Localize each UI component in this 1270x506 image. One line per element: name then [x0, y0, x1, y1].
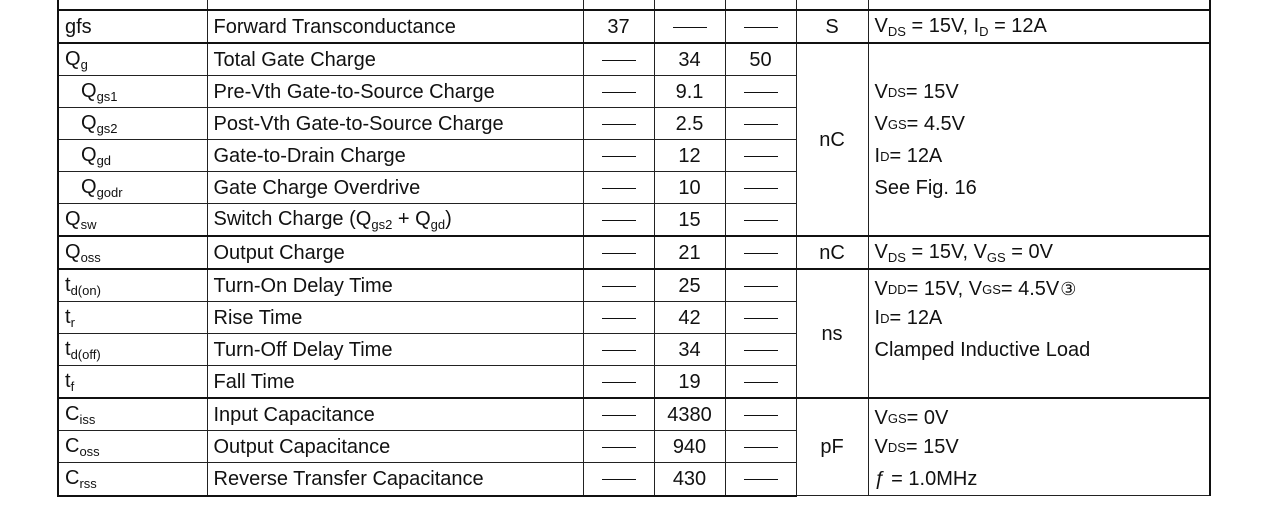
dash-mark [602, 92, 636, 93]
parameter-cell: Turn-On Delay Time [207, 269, 583, 302]
units-cell: nC [796, 43, 868, 236]
typ-cell: 34 [654, 334, 725, 366]
dash-mark [602, 447, 636, 448]
dash-mark [744, 253, 778, 254]
dash-mark [602, 350, 636, 351]
dash-mark [744, 382, 778, 383]
dash-mark [602, 318, 636, 319]
parameter-cell: Turn-Off Delay Time [207, 334, 583, 366]
symbol-cell: $Q_{sw}$ [58, 204, 207, 237]
parameter-cell: Reverse Transfer Capacitance [207, 463, 583, 496]
parameter-cell: Post-Vth Gate-to-Source Charge [207, 108, 583, 140]
min-cell [583, 431, 654, 463]
min-cell [583, 302, 654, 334]
dash-mark [744, 188, 778, 189]
max-cell [725, 140, 796, 172]
typ-cell: 4380 [654, 398, 725, 431]
typ-cell: 9.1 [654, 76, 725, 108]
max-cell [725, 236, 796, 269]
dash-mark [602, 124, 636, 125]
min-cell [583, 236, 654, 269]
max-cell [725, 463, 796, 496]
max-cell [725, 398, 796, 431]
parameter-cell: Gate-to-Drain Charge [207, 140, 583, 172]
table-row [58, 43, 1210, 76]
min-cell [583, 43, 654, 76]
min-cell [583, 204, 654, 237]
min-cell [583, 76, 654, 108]
symbol-cell: $t_{d(off)}$ [58, 334, 207, 366]
max-cell [725, 366, 796, 399]
dash-mark [602, 156, 636, 157]
symbol-cell: $Q_{gd}$ [58, 140, 207, 172]
dash-mark [602, 253, 636, 254]
typ-cell: 21 [654, 236, 725, 269]
parameter-cell: Input Capacitance [207, 398, 583, 431]
min-cell [583, 366, 654, 399]
max-cell [725, 204, 796, 237]
symbol-cell: $C_{rss}$ [58, 463, 207, 496]
max-cell [725, 334, 796, 366]
symbol-cell: $t_f$ [58, 366, 207, 399]
dash-mark [602, 188, 636, 189]
parameter-cell: Forward Transconductance [207, 10, 583, 43]
parameter-cell: Gate Charge Overdrive [207, 172, 583, 204]
typ-cell: 19 [654, 366, 725, 399]
dash-mark [602, 286, 636, 287]
max-cell [725, 172, 796, 204]
min-cell [583, 398, 654, 431]
dash-mark [744, 27, 778, 28]
dash-mark [602, 382, 636, 383]
dash-mark [744, 415, 778, 416]
symbol-cell: $Q_{gs2}$ [58, 108, 207, 140]
min-cell [583, 463, 654, 496]
min-cell [583, 108, 654, 140]
min-cell [583, 172, 654, 204]
parameter-cell: Output Charge [207, 236, 583, 269]
max-cell [725, 108, 796, 140]
units-cell: nC [796, 236, 868, 269]
parameter-cell: Switch Charge $(Q_{gs2} + Q_{gd})$ [207, 204, 583, 237]
typ-cell: 940 [654, 431, 725, 463]
parameter-cell: Fall Time [207, 366, 583, 399]
table-row [58, 10, 1210, 43]
min-cell [583, 140, 654, 172]
symbol-cell: $t_r$ [58, 302, 207, 334]
units-cell: ns [796, 269, 868, 398]
conditions-cell: $V_{DS} = 15V$, $V_{GS} = 0V$ [868, 236, 1210, 269]
units-cell: S [796, 10, 868, 43]
symbol-cell: $C_{oss}$ [58, 431, 207, 463]
dash-mark [744, 220, 778, 221]
dash-mark [602, 60, 636, 61]
dash-mark [602, 220, 636, 221]
typ-cell: 10 [654, 172, 725, 204]
dash-mark [673, 27, 707, 28]
parameter-cell: Pre-Vth Gate-to-Source Charge [207, 76, 583, 108]
dash-mark [744, 350, 778, 351]
dash-mark [744, 156, 778, 157]
max-cell [725, 10, 796, 43]
table-row [58, 236, 1210, 269]
max-cell [725, 269, 796, 302]
symbol-cell: gfs [58, 10, 207, 43]
symbol-cell: $t_{d(on)}$ [58, 269, 207, 302]
max-cell: 50 [725, 43, 796, 76]
table-row [58, 269, 1210, 302]
conditions-cell: V DD = 15V, V GS = 4.5V ③ I D = 12A Clamped Inductive Load [868, 269, 1210, 398]
typ-cell: 25 [654, 269, 725, 302]
parameter-cell: Output Capacitance [207, 431, 583, 463]
units-cell: pF [796, 398, 868, 496]
typ-cell: 2.5 [654, 108, 725, 140]
symbol-cell: $Q_g$ [58, 43, 207, 76]
typ-cell: 42 [654, 302, 725, 334]
parameter-cell: Rise Time [207, 302, 583, 334]
max-cell [725, 431, 796, 463]
max-cell [725, 302, 796, 334]
parameter-cell: Total Gate Charge [207, 43, 583, 76]
typ-cell: 34 [654, 43, 725, 76]
max-cell [725, 76, 796, 108]
electrical-characteristics-table [57, 0, 1211, 497]
conditions-cell: $V_{DS} = 15V$, $I_D = 12A$ [868, 10, 1210, 43]
table-row [58, 398, 1210, 431]
dash-mark [602, 415, 636, 416]
min-cell: 37 [583, 10, 654, 43]
dash-mark [744, 92, 778, 93]
dash-mark [744, 479, 778, 480]
symbol-cell: $Q_{godr}$ [58, 172, 207, 204]
dash-mark [602, 479, 636, 480]
conditions-cell: V DS = 15V V GS = 4.5V I D = 12A See Fig. 16 [868, 43, 1210, 236]
dash-mark [744, 286, 778, 287]
dash-mark [744, 318, 778, 319]
typ-cell: 15 [654, 204, 725, 237]
footnote-marker: ③ [1060, 279, 1077, 299]
dash-mark [744, 124, 778, 125]
symbol-cell: $C_{iss}$ [58, 398, 207, 431]
min-cell [583, 269, 654, 302]
typ-cell: 430 [654, 463, 725, 496]
dash-mark [744, 447, 778, 448]
typ-cell [654, 10, 725, 43]
typ-cell: 12 [654, 140, 725, 172]
symbol-cell: $Q_{gs1}$ [58, 76, 207, 108]
min-cell [583, 334, 654, 366]
symbol-cell: $Q_{oss}$ [58, 236, 207, 269]
conditions-cell: V GS = 0V V DS = 15V ƒ = 1.0MHz [868, 398, 1210, 496]
